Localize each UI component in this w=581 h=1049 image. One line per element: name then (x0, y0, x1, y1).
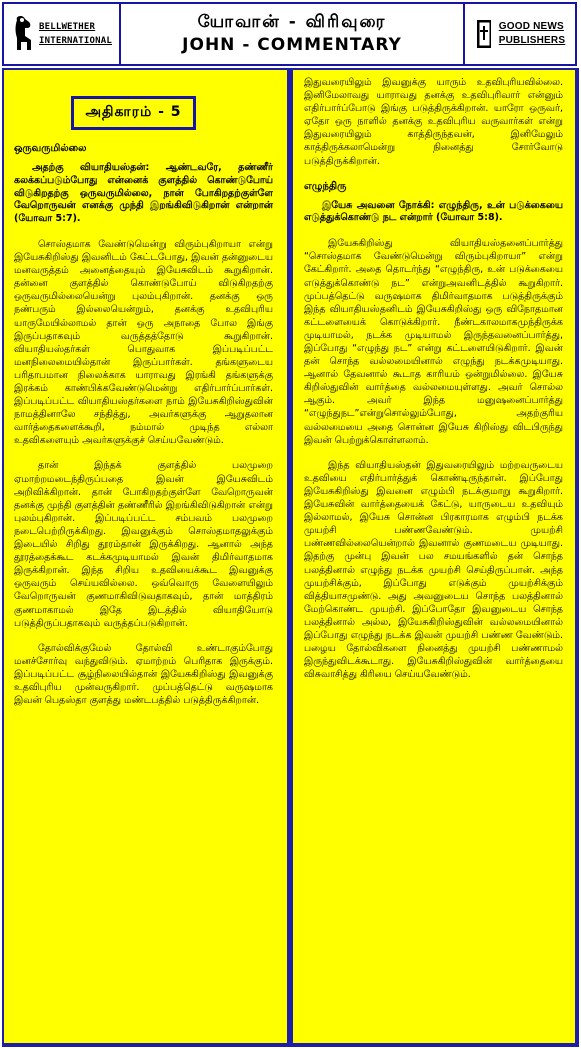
right-column (293, 70, 575, 1043)
logo-right-line-2: PUBLISHERS (498, 35, 566, 46)
header-title-block (121, 4, 463, 64)
logo-right-line-1: GOOD NEWS (498, 21, 564, 32)
chapter-heading-box (71, 96, 196, 130)
bellwether-logo (4, 4, 121, 64)
title-english: JOHN - COMMENTARY (182, 35, 402, 55)
logo-left-line-1: BELLWETHER (38, 22, 96, 32)
left-paragraph-2: தான் இந்தக் குளத்தில் பலமுறை ஏமாற்றமடைந்திருப்பதை இவன் இயேசுவிடம் அறிவிக்கிறான். தான் போகிறதற்குள்ளே வேறொருவன் தனக்கு முந்தி குளத்தின் தண்ணீரில் இறங்கிவிடுகிறான் என்று புலம்புகிறான். இப்படிப்பட்ட சம்பவம் பலமுறை நடைபெற்றிருக்கிறது. இவனுக்கும் சொஸ்தமாதலுக்கும் இடையில் சிறிது தூரம்தான் இருக்கிறது. ஆனால் அந்த தூரத்தைக்கூட கடக்கமுடியாமல் இவன் திமிர்வாதமாக இருக்கிறான். இந்த சிறிய உதவியைக்கூட இவனுக்கு ஒருவரும் செய்யவில்லை. ஒவ்வொரு வேளையிலும் வேறொருவன் குணமாகிவிடுவதாகவும், தான் மாத்திரம் குணமாகாமல் இதே இடத்தில் வியாதியோடு படுத்திருப்பதாகவும் வருத்தப்படுகிறான். (14, 460, 273, 629)
left-subheading: ஒருவருமில்லை (14, 143, 87, 154)
content-frame (2, 68, 579, 1047)
right-paragraph-2: இந்த வியாதியஸ்தன் இதுவரையிலும் மற்றவருடைய உதவியை எதிர்பார்த்துக் கொண்டிருந்தான். இப்போது இயேசுகிறிஸ்து இவனை எழும்பி நடக்குமாறு கூறுகிறார். இயேசுவின் வார்த்தையைக் கேட்டு, யாருடைய உதவியும் இல்லாமல், இயேசு சொன்ன பிரகாரமாக எழும்பி நடக்க முயற்சி பண்ணவேண்டும். முயற்சி பண்ணவில்லையென்றால் இவனால் குணமடைய முடியாது. இதற்கு முன்பு இவன் பல சமயங்களில் தன் சொந்த பலத்தினால் எழுந்து நடக்க முயற்சி செய்திருப்பான். அந்த முயற்சிக்கும், இப்போது எடுக்கும் முயற்சிக்கும் வித்தியாசமுண்டு. அது அவனுடைய சொந்த பலத்தினால் மேற்கொண்ட முயற்சி. இப்போதோ இவனுடைய சொந்த பலத்தினால் அல்ல, இயேசுகிறிஸ்துவின் வல்லமையினால் இப்போது எழுந்து நடக்க இவன் முயற்சி பண்ண வேண்டும். பழைய தோல்விகளை நினைத்து முயற்சி பண்ணாமல் இருந்துவிடக்கூடாது. இயேசுகிறிஸ்துவின் வார்த்தையை விசுவாசித்து கிரியை செய்யவேண்டும். (304, 459, 563, 681)
good-news-wordmark (499, 20, 565, 48)
right-subheading: எழுந்திரு (304, 180, 347, 192)
left-column (4, 70, 287, 1043)
page-header (2, 2, 577, 66)
good-news-logo (463, 4, 575, 64)
left-paragraph-1: சொஸ்தமாக வேண்டுமென்று விரும்புகிறாயா என்று இயேசுகிறிஸ்து இவனிடம் கேட்டபோது, இவன் தன்னுடைய மனவருத்தம் அனைத்தையும் இயேசுவிடம் கூறுகிறான். தன்னை குளத்தில் கொண்டுபோய் விடுகிறதற்கு ஒருவருமில்லையென்று புலம்புகிறான். தனக்கு ஒரு நண்பரும் இல்லையென்றும், தனக்கு உதவிபுரிய யாருமேயில்லாமல் தான் ஒரு அநாதை போல இங்கு இருப்பதாகவும் வருத்தத்தோடு கூறுகிறான். வியாதியஸ்தர்கள் பொதுவாக இப்படிப்பட்ட மனநிலைமையில்தான் இருப்பார்கள். தங்களுடைய பரிதாபமான நிலைக்காக யாராவது இரங்கி தங்களுக்கு இரக்கம் காண்பிக்கவேண்டுமென்று எதிர்பார்ப்பார்கள். இப்படிப்பட்ட வியாதியஸ்தர்களை நாம் இயேசுகிறிஸ்துவின் நாமத்தினாலே சந்தித்து, அவர்களுக்கு ஆறுதலான வார்த்தைகளைக்கூறி, நம்மால் முடிந்த எல்லா உதவிகளையும் அவர்களுக்குச் செய்யவேண்டும். (14, 238, 273, 447)
title-tamil: யோவான் - விரிவுரை (197, 12, 387, 32)
book-icon (475, 16, 495, 52)
left-verse: அதற்கு வியாதியஸ்தன்: ஆண்டவரே, தண்ணீர் கலக்கப்படும்போது என்னைக் குளத்தில் கொண்டுபோய் விடுகிறதற்கு ஒருவருமில்லை, நான் போகிறதற்குள்ளே வேறொருவன் எனக்கு முந்தி இறங்கிவிடுகிறான் என்றான் (யோவா 5:7). (14, 162, 273, 225)
ram-icon (11, 14, 35, 54)
logo-left-line-2: INTERNATIONAL (38, 36, 113, 46)
right-paragraph-1: இயேசுகிறிஸ்து வியாதியஸ்தனைப்பார்த்து “சொஸ்தமாக வேண்டுமென்று விரும்புகிறாயா” என்று கேட்கிறார். அதை தொடர்ந்து “எழுந்திரு, உன் படுக்கையை எடுத்துக்கொண்டு நட” என்றுஅவனிடத்தில் கூறுகிறார். முப்பத்தெட்டு வருஷமாக திமிர்வாதமாக படுத்திருக்கும் இந்த வியாதியஸ்தனிடம் இயேசுகிறிஸ்து ஒரு விநோதமான கட்டளையைக் கொடுக்கிறார். நீண்டகாலமாகமுந்திருக்க முடியாமல், நடக்க முடியாமல் இருந்தவனைப்பார்த்து, இப்போது “எழுந்து நட” என்று கட்டளையிடுகிறார். இவன் தன் சொந்த வல்லமையினால் எழுந்து நடக்கமுடியாது. ஆனால் தேவனால் கூடாத காரியம் ஒன்றுமில்லை. இயேசு கிறிஸ்துவின் வார்த்தை வல்லமையுள்ளது. அவர் சொல்ல ஆகும். அவர் இந்த மனுஷனைப்பார்த்து “எழுந்துநட”என்றுசொல்லும்போது, அதற்குரிய வல்லமையை அதை சொன்ன இயேசு கிறிஸ்து விடபிருந்து இவன் பெற்றுக்கொள்ளலாம். (304, 238, 563, 446)
left-paragraph-3: தோல்விக்குமேல் தோல்வி உண்டாகும்போது மனச்சோர்வு வந்துவிடும். ஏமாற்றம் பெரிதாக இருக்கும். இப்படிப்பட்ட சூழ்நிலையில்தான் இயேசுகிறிஸ்து இவனுக்கு உதவிபுரிய முன்வருகிறார். முப்பத்தெட்டு வருஷமாக இவன் பெதஸ்தா குளத்து மண்டபத்தில் படுத்திருக்கிறான். (14, 642, 273, 707)
right-intro-paragraph: இதுவரையிலும் இவனுக்கு யாரும் உதவிபுரியவில்லை. இனிமேலாவது யாராவது தனக்கு உதவிபுரிவார் என்னும் எதிர்பார்ப்போடு இங்கு படுத்திருக்கிறான். யாரோ ஒருவர், ஏதோ ஒரு நாளில் தனக்கு உதவிபுரிய வருவார்கள் என்று இதுவரையிலும் காத்திருந்தவன், இனிமேலும் காத்திருக்கலாமென்று நினைத்து சோர்வோடு படுத்திருக்கிறான். (304, 77, 563, 167)
right-verse: இயேசு அவனை நோக்கி: எழுந்திரு, உன் படுக்கையை எடுத்துக்கொண்டு நட என்றார் (யோவா 5:8). (304, 199, 563, 224)
bellwether-wordmark (39, 20, 112, 48)
chapter-heading: அதிகாரம் - 5 (85, 104, 182, 120)
